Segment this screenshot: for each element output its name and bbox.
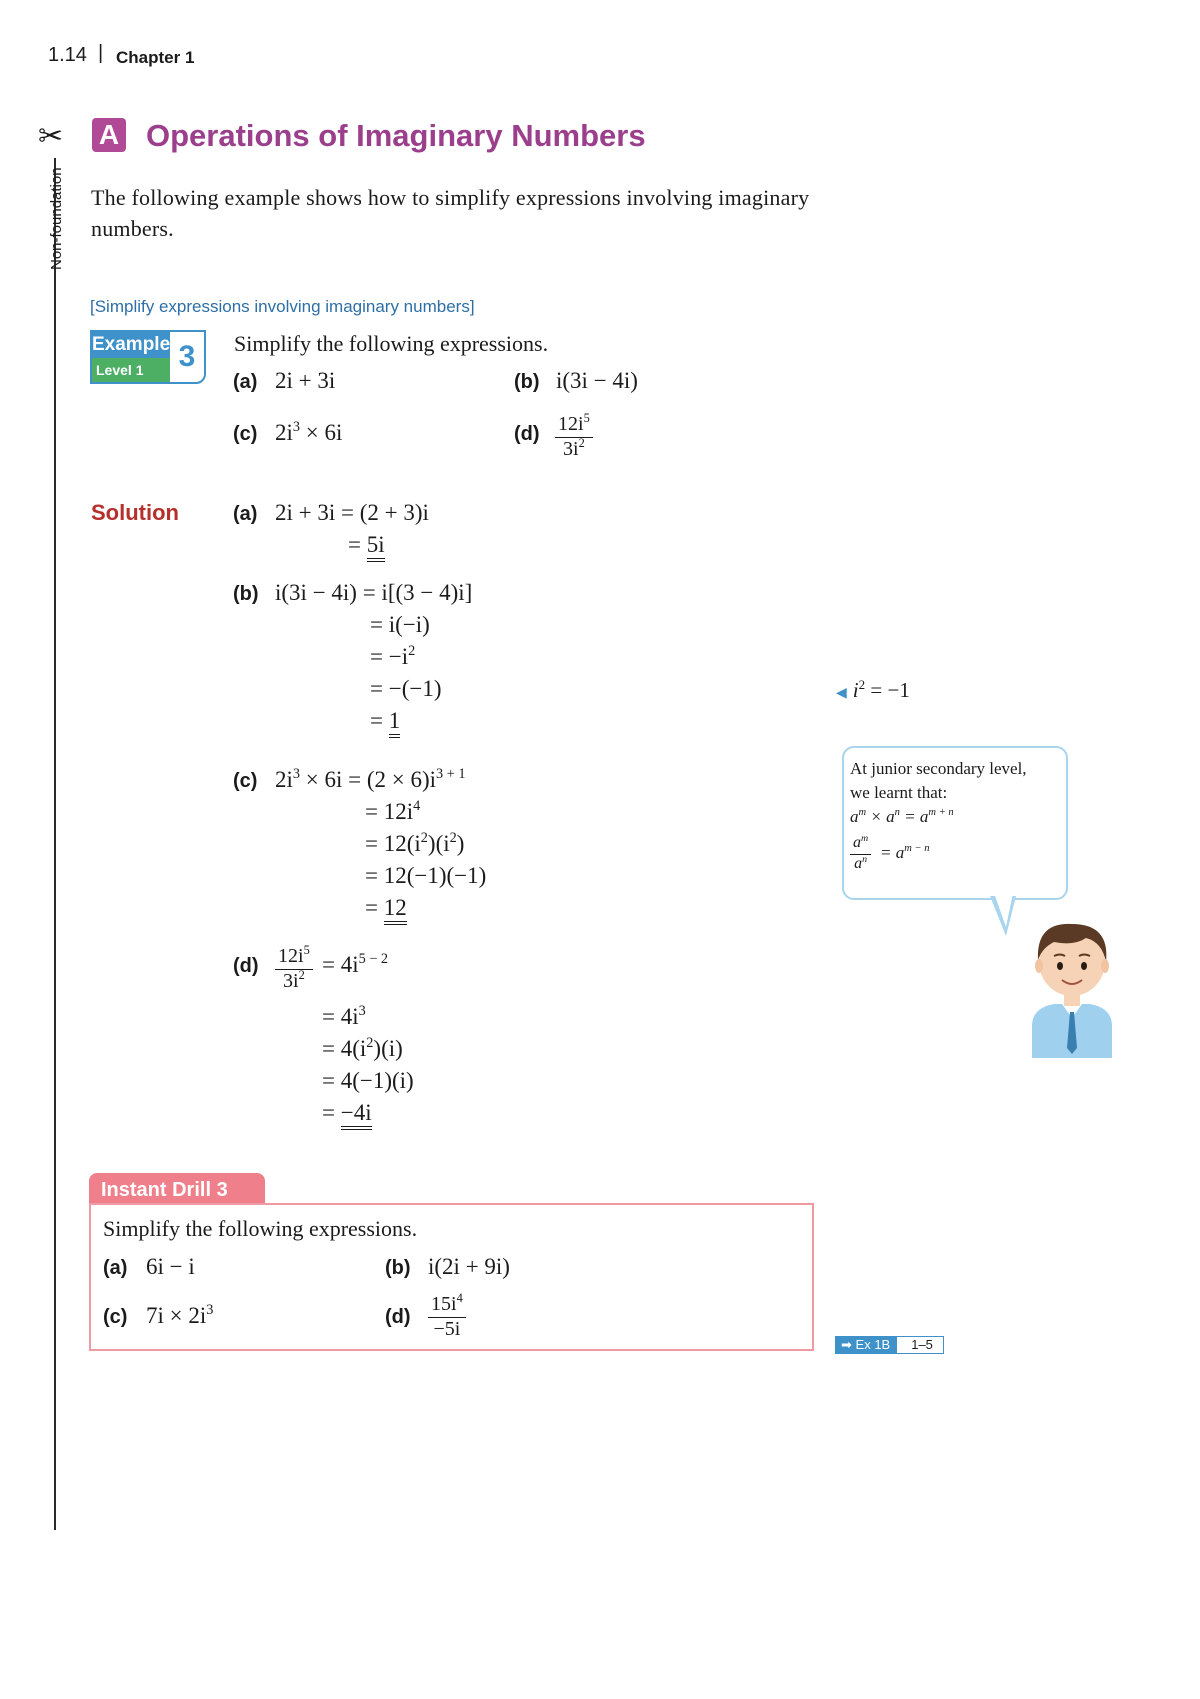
pointer-triangle-icon: ◀ [836, 686, 847, 701]
drill-prompt: Simplify the following expressions. [103, 1216, 418, 1241]
solution-a-line1: 2i + 3i = (2 + 3)i [275, 500, 429, 525]
solution-b-line1: i(3i − 4i) = i[(3 − 4)i] [275, 580, 473, 605]
solution-c-line3: = $12(i^2)(i^2)$ [365, 829, 465, 856]
solution-b-label: (b) [233, 583, 259, 605]
solution-d-answer: = −4i [322, 1100, 372, 1126]
example-level: Level 1 [92, 358, 170, 382]
drill-d-label: (d) [385, 1306, 411, 1328]
solution-a-answer: = 5i [348, 532, 385, 558]
student-illustration [1024, 908, 1120, 1058]
drill-a-expr: 6i − i [146, 1254, 195, 1279]
example-part-c-label: (c) [233, 423, 258, 445]
drill-c-label: (c) [103, 1306, 128, 1328]
instant-drill-tab: Instant Drill 3 [89, 1173, 265, 1205]
solution-d-line4: = 4(−1)(i) [322, 1068, 414, 1093]
example-badge [90, 330, 206, 384]
scissors-icon: ✂ [38, 120, 64, 153]
index-law-product: $a^m \times a^n = a^{m + n}$ [850, 807, 954, 826]
solution-heading: Solution [91, 500, 179, 525]
solution-d-label: (d) [233, 955, 259, 977]
section-title: Operations of Imaginary Numbers [146, 118, 646, 153]
solution-b-answer: = 1 [370, 708, 400, 734]
drill-c-expr: $7i \times 2i^3$ [146, 1301, 214, 1328]
section-letter-badge: A [92, 118, 126, 152]
example-word: Example [92, 332, 170, 358]
example-part-c-expr: $2i^3 \times 6i$ [275, 418, 343, 445]
intro-paragraph: The following example shows how to simplify expressions involving imaginary numbers. [91, 185, 810, 241]
example-prompt: Simplify the following expressions. [234, 331, 549, 356]
solution-b-line2: = i(−i) [370, 612, 430, 637]
exercise-ref-items: 1–5 [896, 1336, 944, 1354]
solution-b-line3: = $-i^2$ [370, 642, 416, 669]
solution-c-label: (c) [233, 770, 258, 792]
bubble-line-2: we learnt that: [850, 783, 948, 802]
example-number: 3 [178, 340, 196, 373]
example-part-b-label: (b) [514, 371, 540, 393]
i-squared-note: ◀ $i^2 = -1$ [836, 676, 910, 702]
side-label: Non-foundation [48, 167, 65, 270]
drill-b-label: (b) [385, 1257, 411, 1279]
drill-a-label: (a) [103, 1257, 128, 1279]
bubble-line-1: At junior secondary level, [850, 759, 1027, 778]
solution-d-line3: = $4(i^2)(i)$ [322, 1034, 403, 1061]
example-part-a-label: (a) [233, 371, 258, 393]
solution-c-line2: = $12i^4$ [365, 797, 421, 824]
example-part-d-fraction: $\frac{12i^5}{3i^2}$ [555, 413, 593, 462]
example-part-d-label: (d) [514, 423, 540, 445]
solution-a-label: (a) [233, 503, 258, 525]
solution-c-answer: = 12 [365, 895, 407, 921]
example-part-a-expr: 2i + 3i [275, 368, 336, 393]
exercise-ref-label: ➡ Ex 1B [835, 1336, 896, 1354]
page-number: 1.14 [48, 44, 87, 66]
solution-c-line1: $2i^3 \times 6i = (2 \times 6)i^{3 + 1}$ [275, 765, 466, 792]
topic-tag: [Simplify expressions involving imaginary numbers] [90, 297, 475, 316]
index-law-quotient: $\frac{a^m}{a^n}$ = $a^{m - n}$ [850, 832, 1060, 872]
arrow-icon: ➡ [841, 1337, 852, 1352]
drill-b-expr: i(2i + 9i) [428, 1254, 510, 1279]
solution-d-fraction: $\frac{12i^5}{3i^2}$ [275, 945, 313, 994]
header-separator: | [98, 42, 104, 64]
speech-bubble-text [850, 757, 1060, 872]
solution-c-line4: = 12(−1)(−1) [365, 863, 487, 888]
example-part-b-expr: i(3i − 4i) [556, 368, 638, 393]
margin-rule [54, 158, 56, 1530]
exercise-reference [835, 1336, 944, 1354]
chapter-label: Chapter 1 [116, 48, 195, 67]
solution-b-line4: = −(−1) [370, 676, 442, 701]
speech-bubble-tail-inner [994, 893, 1013, 927]
solution-d-line2: = $4i^3$ [322, 1002, 366, 1029]
solution-d-line1: = $4i^{5 - 2}$ [322, 950, 389, 977]
drill-d-fraction: $\frac{15i^4}{-5i}$ [428, 1293, 466, 1340]
